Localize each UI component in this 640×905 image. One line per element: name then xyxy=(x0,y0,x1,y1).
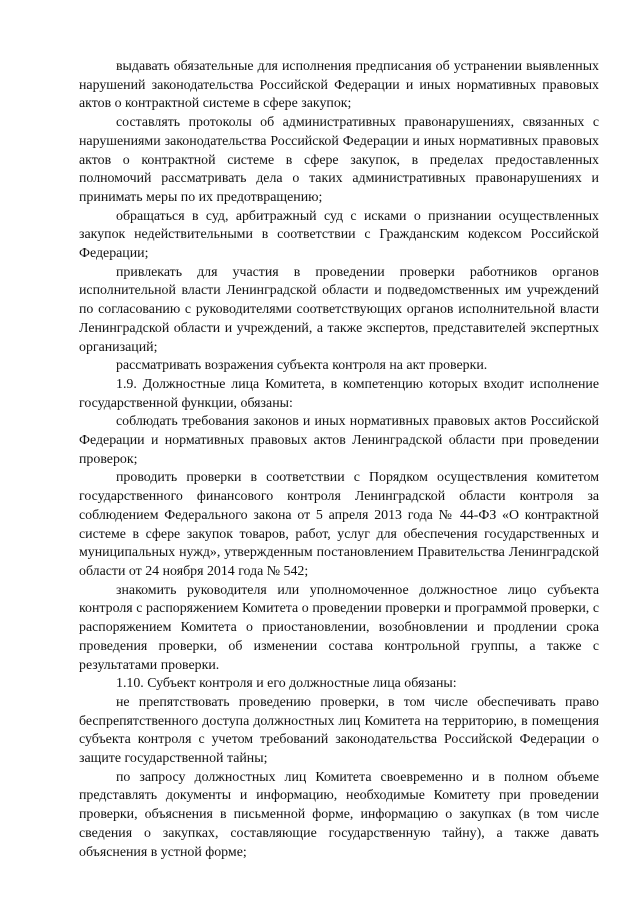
paragraph-consider-objections: рассматривать возражения субъекта контроля на акт проверки. xyxy=(116,358,488,374)
paragraph-section-1-9: 1.9. Должностные лица Комитета, в компетенцию которых входит исполнение государственной функции, обязаны: xyxy=(79,376,599,411)
paragraph-apply-to-court: обращаться в суд, арбитражный суд с исками о признании осуществленных закупок недействительными в соответствии с Гражданским кодексом Российской Федерации; xyxy=(79,208,599,262)
document-page xyxy=(79,58,599,862)
paragraph-not-obstruct: не препятствовать проведению проверки, в том числе обеспечивать право беспрепятственного доступа должностных лиц Комитета на территорию, в помещения субъекта контроля с учетом требований законодательства Российской Федерации о защите государственной тайны; xyxy=(79,694,599,767)
paragraph-conduct-inspections: проводить проверки в соответствии с Порядком осуществления комитетом государственного финансового контроля Ленинградской области контроля за соблюдением Федерального закона от 5 апреля 2013 года № 44-ФЗ «О контрактной системе в сфере закупок товаров, работ, услуг для обеспечения государственных и муниципальных нужд», утвержденным постановлением Правительства Ленинградской области от 24 ноября 2014 года № 542; xyxy=(79,470,599,579)
paragraph-acquaint-head: знакомить руководителя или уполномоченное должностное лицо субъекта контроля с распоряжением Комитета о проведении проверки и программой проверки, с распоряжением Комитета о приостановлении, возобновлении и продлении срока проведения проверки, об изменении состава контрольной группы, а также с результатами проверки. xyxy=(79,582,599,673)
paragraph-comply-requirements: соблюдать требования законов и иных нормативных правовых актов Российской Федерации и нормативных правовых актов Ленинградской области при проведении проверок; xyxy=(79,414,599,467)
paragraph-involve-staff: привлекать для участия в проведении проверки работников органов исполнительной власти Ленинградской области и подведомственных им учреждений по согласованию с руководителями соответствующих органов исполнительной власти Ленинградской области и учреждений, а также экспертов, представителей экспертных организаций; xyxy=(79,264,599,355)
paragraph-provide-documents: по запросу должностных лиц Комитета своевременно и в полном объеме представлять документы и информацию, необходимые Комитету при проведении проверки, объяснения в письменной форме, информацию о закупках (в том числе сведения о закупках, составляющие государственную тайну), а также давать объяснения в устной форме; xyxy=(79,769,599,860)
paragraph-section-1-10: 1.10. Субъект контроля и его должностные лица обязаны: xyxy=(116,676,457,692)
paragraph-issue-orders: выдавать обязательные для исполнения предписания об устранении выявленных нарушений законодательства Российской Федерации и иных нормативных правовых актов о контрактной системе в сфере закупок; xyxy=(79,59,599,112)
paragraph-draw-up-protocols: составлять протоколы об административных правонарушениях, связанных с нарушениями законодательства Российской Федерации и иных нормативных правовых актов о контрактной системе в сфере закупок, в пределах предоставленных полномочий рассматривать дела о таких административных правонарушениях и принимать меры по их предотвращению; xyxy=(79,115,599,205)
